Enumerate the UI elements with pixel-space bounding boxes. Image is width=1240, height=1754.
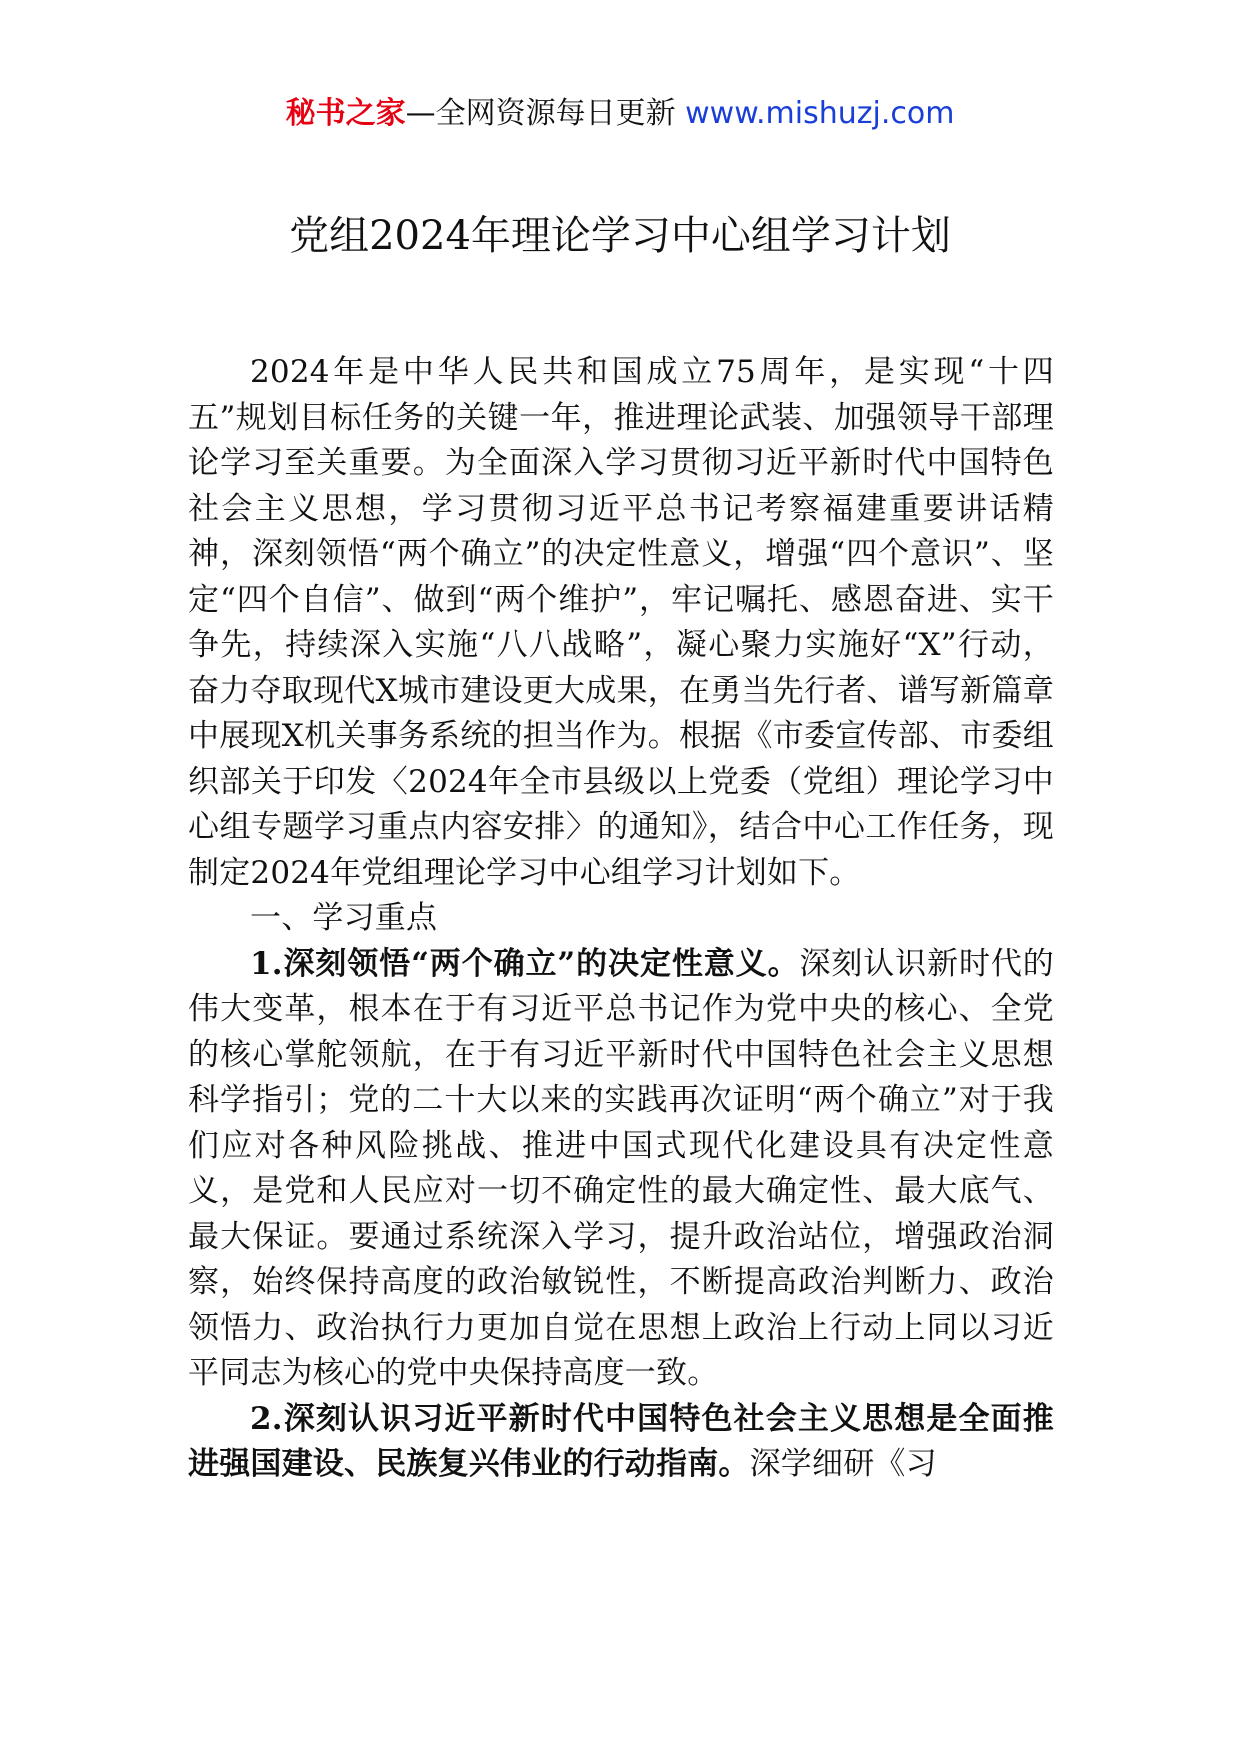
document-body	[188, 350, 1054, 1488]
site-brand: 秘书之家	[285, 96, 406, 131]
document-title: 党组2024年理论学习中心组学习计划	[289, 213, 951, 259]
item-2-paragraph	[188, 1397, 1054, 1488]
site-header	[0, 94, 1240, 134]
item-1-paragraph	[188, 942, 1054, 1397]
intro-paragraph: 2024年是中华人民共和国成立75周年，是实现“十四五”规划目标任务的关键一年，推进理论武装、加强领导干部理论学习至关重要。为全面深入学习贯彻习近平新时代中国特色社会主义思想，学习贯彻习近平总书记考察福建重要讲话精神，深刻领悟“两个确立”的决定性意义，增强“四个意识”、坚定“四个自信”、做到“两个维护”，牢记嘱托、感恩奋进、实干争先，持续深入实施“八八战略”，凝心聚力实施好“X”行动，奋力夺取现代X城市建设更大成果，在勇当先行者、谱写新篇章中展现X机关事务系统的担当作为。根据《市委宣传部、市委组织部关于印发〈2024年全市县级以上党委（党组）理论学习中心组专题学习重点内容安排〉的通知》，结合中心工作任务，现制定2024年党组理论学习中心组学习计划如下。	[188, 354, 1054, 891]
item-2-text: 深学细研《习	[749, 1446, 937, 1482]
site-url-link[interactable]: www.mishuzj.com	[685, 96, 955, 131]
item-2-heading: 2.深刻认识习近平新时代中国特色社会主义思想是全面推进强国建设、民族复兴伟业的行动指南。	[188, 1400, 1054, 1482]
site-tagline: —全网资源每日更新	[405, 96, 686, 131]
item-1-heading: 1.深刻领悟“两个确立”的决定性意义。	[250, 945, 800, 982]
item-1-text: 深刻认识新时代的伟大变革，根本在于有习近平总书记作为党中央的核心、全党的核心掌舵领航，在于有习近平新时代中国特色社会主义思想科学指引；党的二十大以来的实践再次证明“两个确立”对于我们应对各种风险挑战、推进中国式现代化建设具有决定性意义，是党和人民应对一切不确定性的最大确定性、最大底气、最大保证。要通过系统深入学习，提升政治站位，增强政治洞察，始终保持高度的政治敏锐性，不断提高政治判断力、政治领悟力、政治执行力更加自觉在思想上政治上行动上同以习近平同志为核心的党中央保持高度一致。	[188, 945, 1054, 1391]
section-heading: 一、学习重点	[250, 900, 438, 936]
